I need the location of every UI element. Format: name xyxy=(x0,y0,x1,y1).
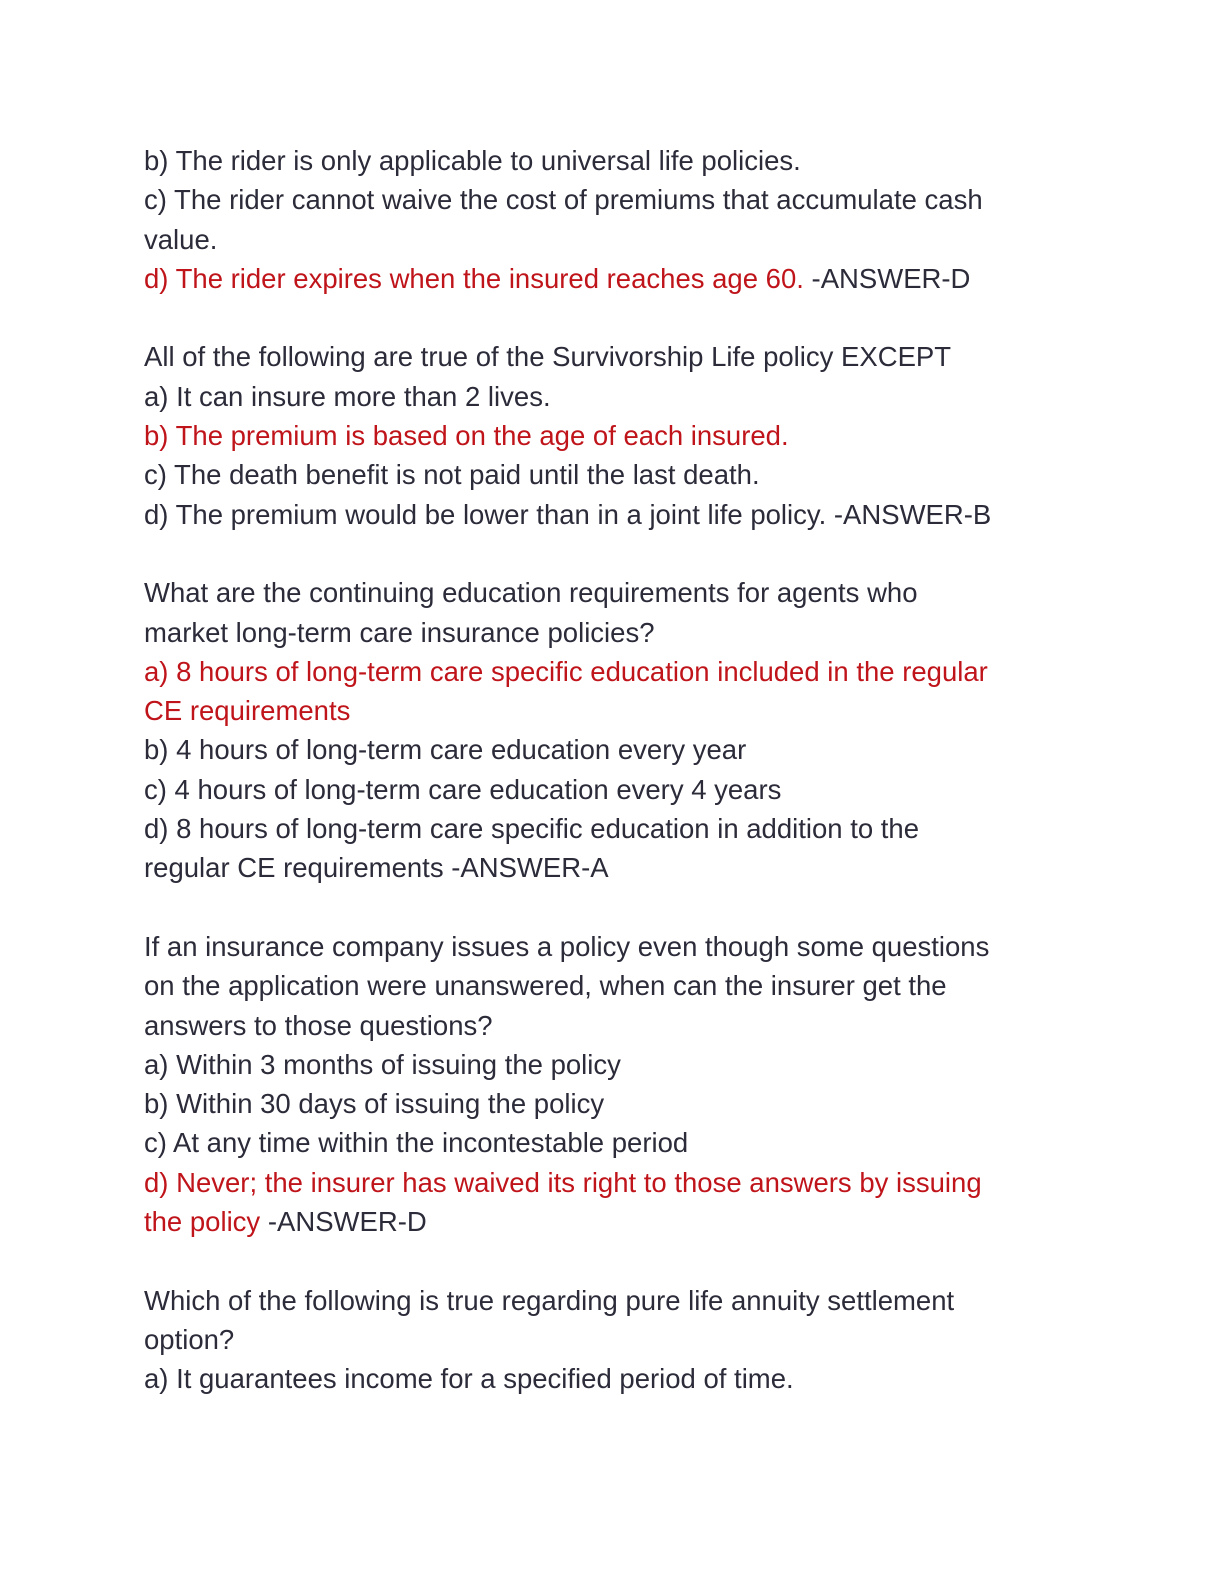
q1-answer-key: -ANSWER-D xyxy=(803,262,971,294)
q3-question-line2: market long-term care insurance policies? xyxy=(144,616,655,648)
q1-option-b: b) The rider is only applicable to universal life policies. xyxy=(144,145,801,176)
q2-answer-key: -ANSWER-B xyxy=(826,498,992,530)
q3-option-d-line1: d) 8 hours of long-term care specific education in addition to the xyxy=(144,813,920,845)
q4-option-d-row xyxy=(144,1202,1084,1241)
q4-question-line1: If an insurance company issues a policy even though some questions xyxy=(144,930,990,962)
q2-question: All of the following are true of the Survivorship Life policy EXCEPT xyxy=(144,341,952,373)
q1-option-d-row xyxy=(144,259,1084,298)
q3-answer-key: -ANSWER-A xyxy=(443,852,609,884)
q5-question-line2: option? xyxy=(144,1323,235,1355)
q3-option-c: c) 4 hours of long-term care education every 4 years xyxy=(144,773,782,805)
spacer xyxy=(144,888,1084,927)
q4-answer-key: -ANSWER-D xyxy=(260,1206,427,1238)
q3-correct-option-a-line1: a) 8 hours of long-term care specific education included in the regular xyxy=(144,655,988,687)
page-content xyxy=(144,141,1084,1399)
q2-option-a: a) It can insure more than 2 lives. xyxy=(144,380,551,412)
spacer xyxy=(144,298,1084,337)
q3-correct-option-a-line2: CE requirements xyxy=(144,695,351,727)
q2-option-d: d) The premium would be lower than in a joint life policy. xyxy=(144,498,827,530)
q5-option-a: a) It guarantees income for a specified period of time. xyxy=(144,1363,794,1395)
spacer xyxy=(144,1241,1084,1280)
q2-option-c: c) The death benefit is not paid until the last death. xyxy=(144,459,760,491)
q4-option-c: c) At any time within the incontestable period xyxy=(144,1127,689,1159)
q1-option-c-line1: c) The rider cannot waive the cost of premiums that accumulate cash xyxy=(144,184,983,216)
q4-question-line2: on the application were unanswered, when can the insurer get the xyxy=(144,970,947,1002)
spacer xyxy=(144,534,1084,573)
q4-option-b: b) Within 30 days of issuing the policy xyxy=(144,1088,605,1120)
q4-question-line3: answers to those questions? xyxy=(144,1009,493,1041)
q3-option-b: b) 4 hours of long-term care education every year xyxy=(144,734,747,766)
q1-option-c-line2: value. xyxy=(144,223,218,255)
q2-option-d-row xyxy=(144,495,1084,534)
q2-correct-option-b: b) The premium is based on the age of each insured. xyxy=(144,420,789,452)
q3-option-d-line2: regular CE requirements xyxy=(144,852,444,884)
q5-question-line1: Which of the following is true regarding pure life annuity settlement xyxy=(144,1284,955,1316)
q4-option-a: a) Within 3 months of issuing the policy xyxy=(144,1048,621,1080)
q3-option-d-row xyxy=(144,848,1084,887)
q4-correct-option-d-line1: d) Never; the insurer has waived its right to those answers by issuing xyxy=(144,1166,982,1198)
q1-correct-option-d: d) The rider expires when the insured reaches age 60. xyxy=(144,262,804,294)
q3-question-line1: What are the continuing education requirements for agents who xyxy=(144,577,918,609)
q4-correct-option-d-line2: the policy xyxy=(144,1206,261,1238)
